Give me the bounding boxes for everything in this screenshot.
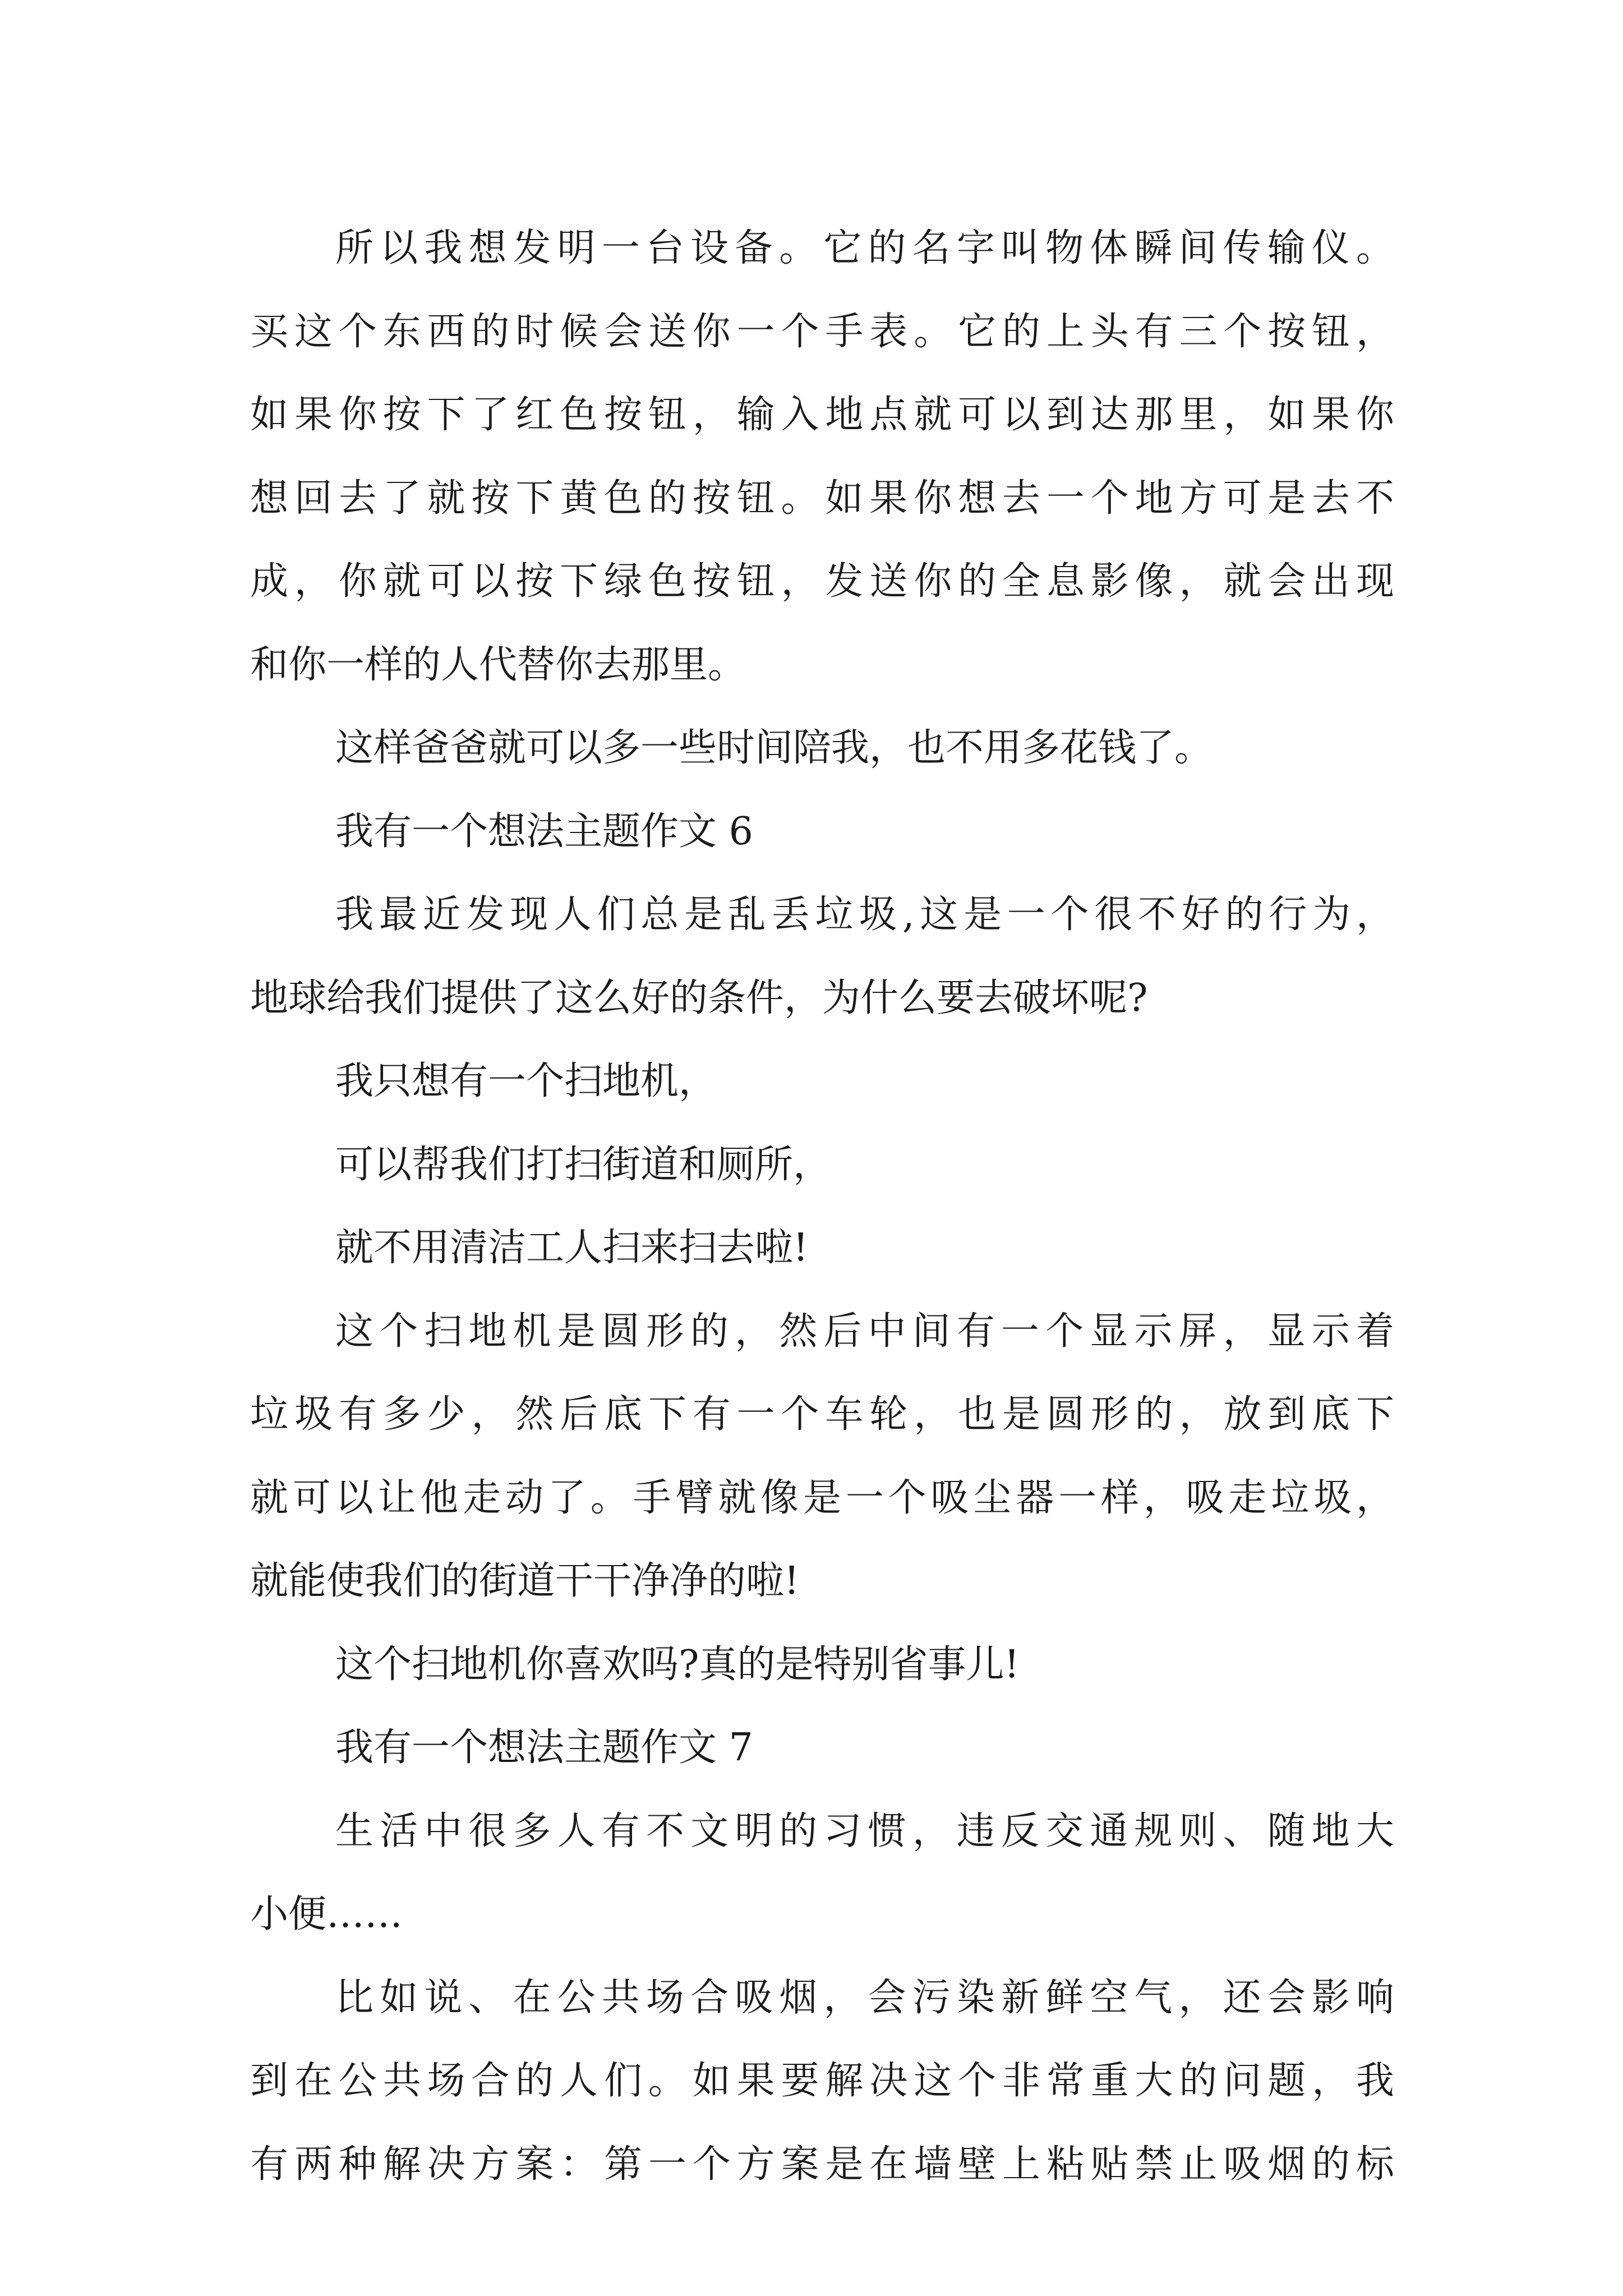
paragraph <box>250 1290 1394 1623</box>
text-line: 我只想有一个扫地机， <box>335 1059 717 1103</box>
text-line: 这样爸爸就可以多一些时间陪我，也不用多花钱了。 <box>335 726 1213 770</box>
heading-line: 我有一个想法主题作文 6 <box>335 809 753 854</box>
text-line: 所以我想发明一台设备。它的名字叫物体瞬间传输仪。 <box>335 226 1394 270</box>
text-line: 买这个东西的时候会送你一个手表。它的上头有三个按钮， <box>250 309 1394 354</box>
text-line: 比如说、在公共场合吸烟，会污染新鲜空气，还会影响 <box>335 1975 1394 2020</box>
paragraph <box>250 707 1394 790</box>
text-line: 有两种解决方案：第一个方案是在墙壁上粘贴禁止吸烟的标 <box>250 2142 1394 2187</box>
text-line: 成，你就可以按下绿色按钮，发送你的全息影像，就会出现 <box>250 559 1394 604</box>
paragraph <box>250 1790 1394 1957</box>
text-line: 我最近发现人们总是乱丢垃圾,这是一个很不好的行为， <box>335 892 1394 937</box>
paragraph <box>250 873 1394 1040</box>
text-line: 想回去了就按下黄色的按钮。如果你想去一个地方可是去不 <box>250 476 1394 521</box>
text-line: 如果你按下了红色按钮，输入地点就可以到达那里，如果你 <box>250 393 1394 437</box>
paragraph <box>250 1957 1394 2207</box>
text-line: 地球给我们提供了这么好的条件，为什么要去破坏呢? <box>250 976 1148 1020</box>
heading-line: 我有一个想法主题作文 7 <box>335 1726 753 1770</box>
section-heading <box>250 790 1394 874</box>
text-line: 这个扫地机你喜欢吗?真的是特别省事儿! <box>335 1642 1020 1687</box>
text-line: 小便…… <box>250 1892 403 1936</box>
section-heading <box>250 1706 1394 1790</box>
text-line: 生活中很多人有不文明的习惯，违反交通规则、随地大 <box>335 1809 1394 1853</box>
text-line: 和你一样的人代替你去那里。 <box>250 642 746 687</box>
paragraph <box>250 1124 1394 1207</box>
paragraph <box>250 1040 1394 1124</box>
text-line: 这个扫地机是圆形的，然后中间有一个显示屏，显示着 <box>335 1309 1394 1354</box>
text-line: 可以帮我们打扫街道和厕所， <box>335 1142 832 1187</box>
paragraph <box>250 207 1394 707</box>
document-body <box>250 207 1394 2206</box>
text-line: 就能使我们的街道干干净净的啦! <box>250 1559 800 1603</box>
text-line: 垃圾有多少，然后底下有一个车轮，也是圆形的，放到底下 <box>250 1392 1394 1437</box>
paragraph <box>250 1623 1394 1707</box>
text-line: 就不用清洁工人扫来扫去啦! <box>335 1226 809 1270</box>
paragraph <box>250 1207 1394 1290</box>
text-line: 到在公共场合的人们。如果要解决这个非常重大的问题，我 <box>250 2059 1394 2103</box>
text-line: 就可以让他走动了。手臂就像是一个吸尘器一样，吸走垃圾， <box>250 1475 1394 1520</box>
